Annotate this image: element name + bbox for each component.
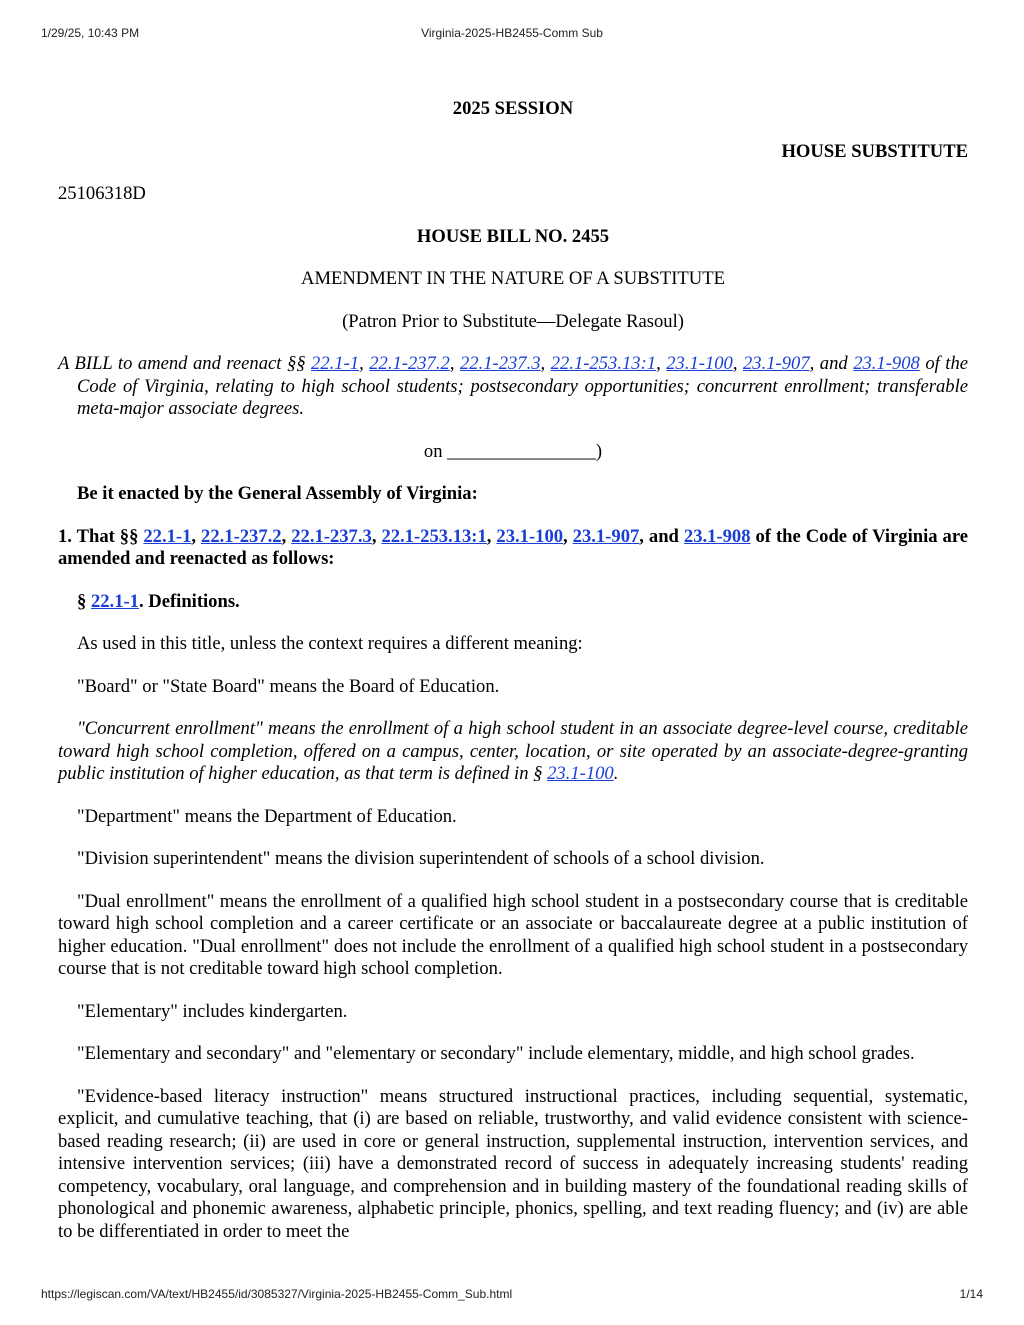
bill-document — [58, 98, 968, 1263]
section-link[interactable]: 22.1-237.2 — [201, 525, 282, 547]
on-line-blank: ________________ — [447, 440, 596, 462]
title-section-link[interactable]: 22.1-1 — [311, 353, 360, 374]
section-link[interactable]: 22.1-1 — [143, 525, 192, 547]
definition-concurrent-enrollment: "Concurrent enrollment" means the enrollment of a high school student in an associate degree-level course, creditable toward high school completion, offered on a campus, center, location, or site operated by an associate-degree-granting public institution of higher education, as that term is defined in § 23.1-100. — [58, 718, 968, 784]
title-section-link[interactable]: 23.1-908 — [853, 353, 920, 374]
concurrent-section-link[interactable]: 23.1-100 — [547, 763, 614, 784]
on-line — [58, 441, 968, 464]
definition-department: "Department" means the Department of Education. — [77, 805, 457, 827]
definitions-heading — [58, 591, 968, 614]
patron-line: (Patron Prior to Substitute—Delegate Rasoul) — [342, 310, 684, 332]
title-section-link[interactable]: 22.1-253.13:1 — [550, 353, 657, 374]
title-section-link[interactable]: 23.1-907 — [743, 353, 810, 374]
enacting-clause: Be it enacted by the General Assembly of Virginia: — [77, 483, 478, 504]
title-section-link[interactable]: 23.1-100 — [666, 353, 733, 374]
bill-title: A BILL to amend and reenact §§ 22.1-1, 22.1-237.2, 22.1-237.3, 22.1-253.13:1, 23.1-100, 23.1-907, and 23.1-908 of the Code of Virginia, relating to high school students; postsecondary opportunities; concurrent enrollment; transferable meta-major associate degrees. — [58, 353, 969, 419]
page-number: 1/14 — [959, 1287, 983, 1301]
definition-board: "Board" or "State Board" means the Board of Education. — [77, 675, 500, 697]
definition-elementary-secondary: "Elementary and secondary" and "elementary or secondary" include elementary, middle, and high school grades. — [77, 1043, 915, 1064]
on-line-prefix: on — [423, 440, 448, 462]
definitions-section-link[interactable]: 22.1-1 — [90, 590, 139, 612]
print-doc-title: Virginia-2025-HB2455-Comm Sub — [421, 26, 603, 40]
bill-title-and: and — [819, 353, 848, 374]
section-link[interactable]: 23.1-907 — [572, 525, 640, 547]
amendment-label: AMENDMENT IN THE NATURE OF A SUBSTITUTE — [301, 268, 725, 289]
context-paragraph: As used in this title, unless the context requires a different meaning: — [77, 633, 583, 654]
print-datetime: 1/29/25, 10:43 PM — [41, 26, 140, 40]
definition-concurrent-text: "Concurrent enrollment" means the enrollment of a high school student in an associate degree-level course, creditable toward high school completion, offered on a campus, center, location, or site operated by an associate-degree-granting public institution of higher education, as that term is defined in § — [58, 718, 968, 784]
print-url: https://legiscan.com/VA/text/HB2455/id/3085327/Virginia-2025-HB2455-Comm_Sub.html — [41, 1287, 513, 1301]
section-one-and: and — [648, 525, 679, 547]
section-link[interactable]: 23.1-100 — [496, 525, 564, 547]
bill-number: HOUSE BILL NO. 2455 — [416, 225, 610, 247]
section-link[interactable]: 22.1-237.3 — [291, 525, 372, 547]
bill-title-prefix: A BILL to amend and reenact §§ — [58, 353, 312, 374]
title-section-link[interactable]: 22.1-237.3 — [459, 353, 541, 374]
section-one: 1. That §§ 22.1-1, 22.1-237.2, 22.1-237.3, 22.1-253.13:1, 23.1-100, 23.1-907, and 23.1-908 of the Code of Virginia are amended and reenacted as follows: — [58, 525, 969, 569]
section-link[interactable]: 22.1-253.13:1 — [381, 525, 487, 547]
definition-evidence-based-literacy: "Evidence-based literacy instruction" means structured instructional practices, including sequential, systematic, explicit, and cumulative teaching, that (i) are based on reliable, trustworthy, and valid evidence consistent with science-based reading research; (ii) are used in core or general instruction, supplemental instruction, intervention services, and intensive intervention services; (iii) have a demonstrated record of success in adequately increasing students' reading competency, vocabulary, oral language, and comprehension and in building mastery of the foundational reading skills of phonological and phonemic awareness, alphabetic principle, phonics, spelling, and text reading fluency; and (iv) are able to be differentiated in order to meet the — [58, 1085, 968, 1242]
definition-division-superintendent: "Division superintendent" means the division superintendent of schools of a school division. — [77, 848, 765, 869]
section-one-prefix: 1. That §§ — [58, 525, 144, 547]
bill-title-suffix: of the Code of Virginia, relating to high school students; postsecondary opportunities; concurrent enrollment; transferable meta-major associate degrees. — [77, 353, 969, 419]
section-one-suffix: of the Code of Virginia are amended and reenacted as follows: — [58, 525, 969, 569]
doc-number: 25106318D — [58, 183, 146, 204]
definition-dual-enrollment: "Dual enrollment" means the enrollment of a qualified high school student in a postsecondary course that is creditable toward high school completion and a career certificate or an associate or baccalaureate degree at a public institution of higher education. "Dual enrollment" does not include the enrollment of a qualified high school student in a postsecondary course that is not creditable toward high school completion. — [58, 890, 968, 979]
on-line-suffix: ) — [595, 440, 603, 462]
section-link[interactable]: 23.1-908 — [683, 525, 751, 547]
definitions-heading-suffix: . Definitions. — [138, 590, 240, 612]
session-heading: 2025 SESSION — [452, 98, 574, 119]
definitions-heading-prefix: § — [77, 590, 91, 612]
definition-elementary: "Elementary" includes kindergarten. — [77, 1000, 348, 1022]
substitute-label: HOUSE SUBSTITUTE — [781, 140, 968, 162]
title-section-link[interactable]: 22.1-237.2 — [369, 353, 450, 374]
